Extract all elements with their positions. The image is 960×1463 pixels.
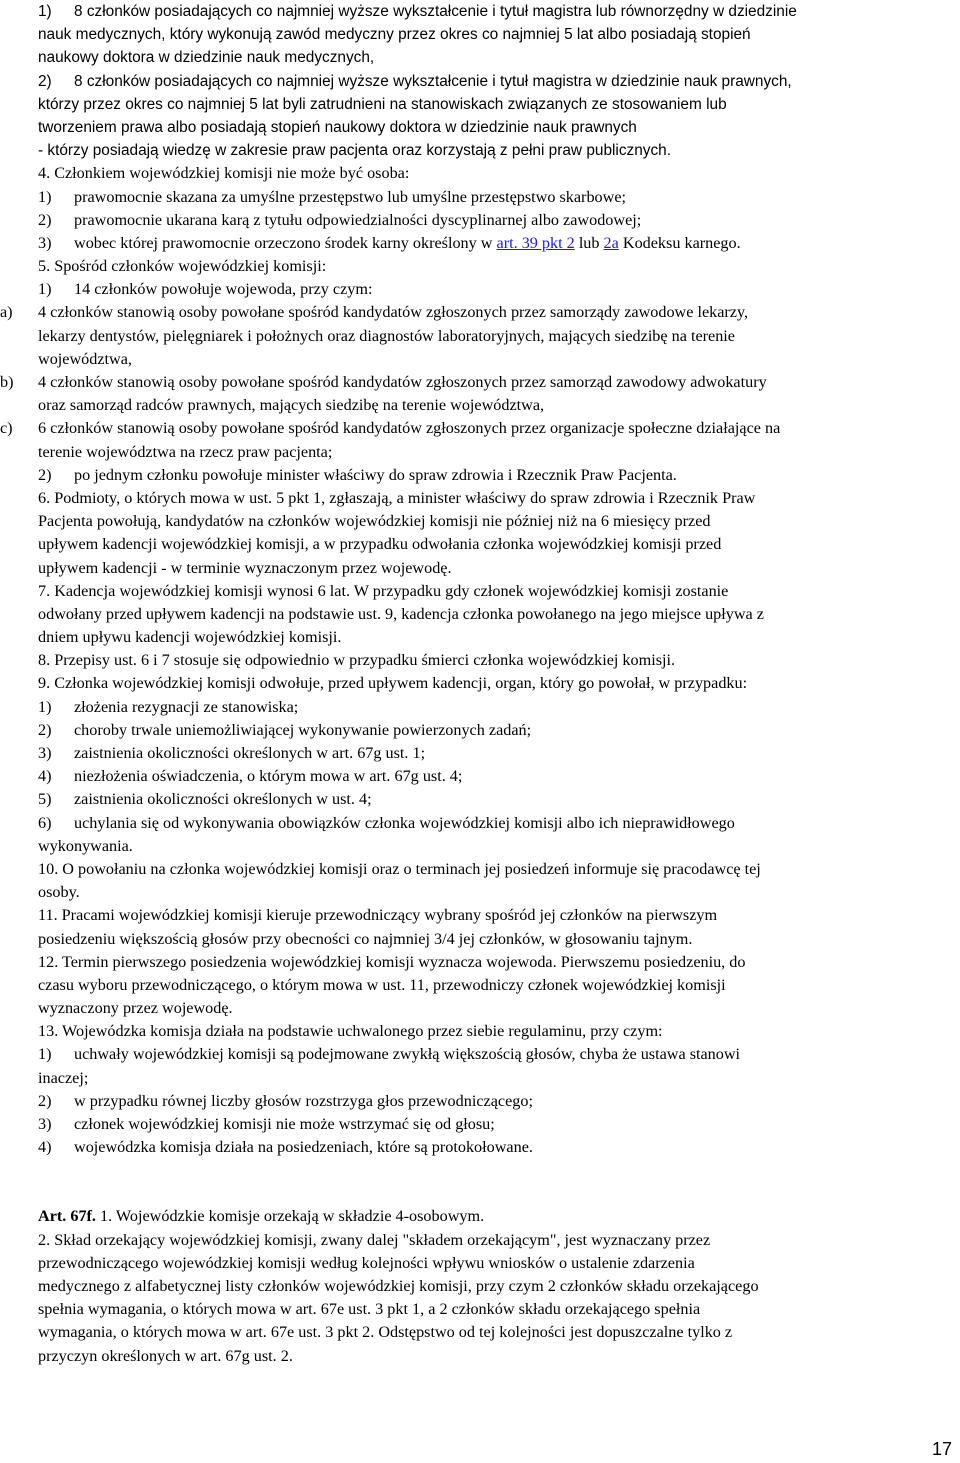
list-number: 1) — [38, 280, 52, 299]
line-text: 6. Podmioty, o których mowa w ust. 5 pkt 1, zgłaszają, a minister właściwy do spraw zdrowia i Rzecznik Praw — [38, 488, 756, 507]
text-line — [0, 46, 960, 69]
page-number: 17 — [931, 1438, 952, 1459]
text-line — [0, 1067, 960, 1090]
list-number: 4) — [38, 767, 52, 786]
list-number: 3) — [38, 1115, 52, 1133]
text-line — [0, 139, 960, 162]
line-text: Kodeksu karnego. — [622, 233, 741, 252]
text-line — [0, 93, 960, 116]
line-text: 4. Członkiem wojewódzkiej komisji nie może być osoba: — [38, 164, 410, 183]
list-number: 3) — [38, 744, 52, 762]
line-text: terenie województwa na rzecz praw pacjenta; — [38, 442, 333, 461]
line-text: posiedzeniu większością głosów przy obecności co najmniej 3/4 jej członków, w głosowaniu tajnym. — [38, 929, 693, 948]
text-line — [0, 186, 960, 209]
line-text: 8. Przepisy ust. 6 i 7 stosuje się odpowiednio w przypadku śmierci członka wojewódzkiej komisji. — [38, 651, 676, 670]
text-line: spełnia wymagania, o których mowa w art. 67e ust. 3 pkt 1, a 2 członków składu orzekającego spełnia — [38, 1300, 701, 1319]
text-line — [0, 70, 960, 93]
list-number: 1) — [38, 1045, 52, 1064]
line-text: 6 członków stanowią osoby powołane spośród kandydatów zgłoszonych przez organizacje społeczne działające na — [38, 419, 781, 438]
line-text: upływem kadencji wojewódzkiej komisji, a w przypadku odwołania członka wojewódzkiej komisji przed — [38, 535, 722, 554]
line-text: złożenia rezygnacji ze stanowiska; — [74, 697, 299, 716]
line-text: osoby. — [38, 883, 80, 902]
line-text: - którzy posiadają wiedzę w zakresie praw pacjenta oraz korzystają z pełni praw publicznych. — [38, 142, 672, 160]
list-number: 2) — [38, 72, 52, 90]
line-text: wyznaczony przez wojewodę. — [38, 999, 233, 1018]
text-line — [0, 301, 960, 324]
line-text: województwa, — [38, 349, 132, 368]
line-text: w przypadku równej liczby głosów rozstrzyga głos przewodniczącego; — [74, 1091, 533, 1110]
text-line — [0, 626, 960, 649]
line-text: lekarzy dentystów, pielęgniarek i położnych oraz diagnostów laboratoryjnych, mających siedzibę na terenie — [38, 326, 735, 345]
text-line: 2. Skład orzekający wojewódzkiej komisji, zwany dalej "składem orzekającym", jest wyznaczany przez — [38, 1230, 711, 1249]
line-text: 8 członków posiadających co najmniej wyższe wykształcenie i tytuł magistra w dziedzinie nauk prawnych, — [74, 72, 792, 90]
list-number: 1) — [38, 187, 52, 206]
text-line — [0, 255, 960, 278]
line-text: upływem kadencji - w terminie wyznaczonym przez wojewodę. — [38, 558, 452, 577]
text-line — [0, 904, 960, 927]
line-text: niezłożenia oświadczenia, o którym mowa w art. 67g ust. 4; — [74, 767, 463, 786]
text-line — [0, 394, 960, 417]
line-text: 4 członków stanowią osoby powołane spośród kandydatów zgłoszonych przez samorządy zawodowe lekarzy, — [38, 303, 749, 322]
text-line: wymagania, o których mowa w art. 67e ust. 3 pkt 2. Odstępstwo od tej kolejności jest dopuszczalne tylko z — [38, 1323, 733, 1342]
line-text: odwołany przed upływem kadencji na podstawie ust. 9, kadencja członka powołanego na jego miejsce upływa z — [38, 604, 764, 623]
line-text: po jednym członku powołuje minister właściwy do spraw zdrowia i Rzecznik Praw Pacjenta. — [74, 465, 677, 484]
text-line — [0, 603, 960, 626]
list-number: 3) — [38, 233, 52, 252]
line-text: 5. Spośród członków wojewódzkiej komisji: — [38, 257, 327, 276]
line-text: zaistnienia okoliczności określonych w art. 67g ust. 1; — [74, 744, 426, 762]
text-line — [0, 928, 960, 951]
line-text: wykonywania. — [38, 836, 133, 855]
list-number: 4) — [38, 1138, 52, 1157]
text-line — [0, 232, 960, 255]
list-number: 2) — [38, 465, 52, 484]
line-text: uchylania się od wykonywania obowiązków członka wojewódzkiej komisji albo ich nieprawidłowego — [74, 813, 735, 832]
text-line — [0, 997, 960, 1020]
line-text: lub — [578, 233, 600, 252]
text-line — [0, 1113, 960, 1136]
text-line — [0, 742, 960, 765]
list-letter: c) — [0, 419, 13, 438]
line-text: nauk medycznych, który wykonują zawód medyczny przez okres co najmniej 5 lat albo posiadają stopień — [38, 26, 751, 44]
spacer — [0, 1159, 960, 1205]
article-paragraph: 1. Wojewódzkie komisje orzekają w składzie 4-osobowym. — [100, 1207, 485, 1226]
list-letter: a) — [0, 303, 13, 322]
text-line — [0, 835, 960, 858]
line-text: prawomocnie skazana za umyślne przestępstwo lub umyślne przestępstwo skarbowe; — [74, 187, 627, 206]
text-line: przewodniczącego wojewódzkiej komisji według kolejności wpływu wniosków o ustalenie zdarzenia — [38, 1253, 695, 1272]
text-line — [0, 371, 960, 394]
text-line — [0, 510, 960, 533]
text-line — [0, 487, 960, 510]
line-text: czasu wyboru przewodniczącego, o którym mowa w ust. 11, przewodniczy członek wojewódzkiej komisji — [38, 975, 726, 994]
line-text: choroby trwale uniemożliwiającej wykonywanie powierzonych zadań; — [74, 720, 532, 739]
text-line — [0, 441, 960, 464]
text-line — [0, 23, 960, 46]
text-line — [0, 881, 960, 904]
text-line — [0, 0, 960, 23]
text-line — [0, 1020, 960, 1043]
list-number: 2) — [38, 1091, 52, 1110]
text-line: medycznego z alfabetycznej listy członków wojewódzkiej komisji, przy czym 2 członków składu orzekającego — [38, 1276, 759, 1295]
text-line — [0, 1043, 960, 1066]
line-text: 14 członków powołuje wojewoda, przy czym: — [74, 280, 373, 299]
text-line — [0, 858, 960, 881]
text-line — [0, 719, 960, 742]
line-text: członek wojewódzkiej komisji nie może wstrzymać się od głosu; — [74, 1115, 495, 1133]
text-line — [0, 951, 960, 974]
line-text: 7. Kadencja wojewódzkiej komisji wynosi 6 lat. W przypadku gdy członek wojewódzkiej komisji zostanie — [38, 581, 729, 600]
list-number: 5) — [38, 790, 52, 809]
list-letter: b) — [0, 373, 14, 391]
text-line — [0, 533, 960, 556]
line-text: Pacjenta powołują, kandydatów na członków wojewódzkiej komisji nie później niż na 6 miesięcy przed — [38, 512, 711, 531]
line-text: 12. Termin pierwszego posiedzenia wojewódzkiej komisji wyznacza wojewoda. Pierwszemu posiedzeniu, do — [38, 952, 746, 971]
line-text: uchwały wojewódzkiej komisji są podejmowane zwykłą większością głosów, chyba że ustawa stanowi — [74, 1045, 741, 1064]
line-text: wojewódzka komisja działa na posiedzeniach, które są protokołowane. — [74, 1138, 533, 1157]
line-text: tworzeniem prawa albo posiadają stopień naukowy doktora w dziedzinie nauk prawnych — [38, 118, 637, 136]
text-line — [0, 580, 960, 603]
list-number: 2) — [38, 210, 52, 229]
line-text: 9. Członka wojewódzkiej komisji odwołuje, przed upływem kadencji, organ, który go powołał, w przypadku: — [38, 674, 748, 693]
text-line — [0, 974, 960, 997]
line-text: inaczej; — [38, 1068, 89, 1087]
list-number: 2) — [38, 720, 52, 739]
article-link[interactable]: art. 39 pkt 2 — [496, 233, 575, 252]
list-number: 6) — [38, 813, 52, 832]
text-line — [0, 417, 960, 440]
article-67f-paragraph-2 — [0, 1229, 960, 1368]
line-text: 8 członków posiadających co najmniej wyższe wykształcenie i tytuł magistra lub równorzędny w dziedzinie — [74, 3, 797, 20]
text-line — [0, 464, 960, 487]
line-text: prawomocnie ukarana karą z tytułu odpowiedzialności dyscyplinarnej albo zawodowej; — [74, 210, 642, 229]
line-text: 4 członków stanowią osoby powołane spośród kandydatów zgłoszonych przez samorząd zawodowy adwokatury — [38, 373, 767, 391]
line-text: zaistnienia okoliczności określonych w ust. 4; — [74, 790, 372, 809]
text-line — [0, 278, 960, 301]
text-line: przyczyn określonych w art. 67g ust. 2. — [38, 1346, 293, 1365]
text-line — [0, 788, 960, 811]
line-text: 13. Wojewódzka komisja działa na podstawie uchwalonego przez siebie regulaminu, przy czym: — [38, 1022, 663, 1041]
line-text: którzy przez okres co najmniej 5 lat byli zatrudnieni na stanowiskach związanych ze stosowaniem lub — [38, 95, 727, 113]
text-line — [0, 162, 960, 185]
text-line — [0, 557, 960, 580]
text-line — [0, 348, 960, 371]
text-line — [0, 649, 960, 672]
text-line — [0, 812, 960, 835]
text-line — [0, 1090, 960, 1113]
article-heading: Art. 67f. — [38, 1207, 96, 1226]
text-line — [0, 209, 960, 232]
line-text: naukowy doktora w dziedzinie nauk medycznych, — [38, 49, 375, 67]
text-line — [0, 672, 960, 695]
article-67f-first-line — [0, 1205, 960, 1228]
line-text: 10. O powołaniu na członka wojewódzkiej komisji oraz o terminach jej posiedzeń informuje się pracodawcę tej — [38, 859, 761, 878]
text-line — [0, 325, 960, 348]
text-line — [0, 765, 960, 788]
line-text: oraz samorząd radców prawnych, mających siedzibę na terenie województwa, — [38, 396, 545, 415]
article-link[interactable]: 2a — [603, 233, 619, 252]
list-number: 1) — [38, 3, 52, 20]
text-line — [0, 116, 960, 139]
line-text: wobec której prawomocnie orzeczono środek karny określony w — [74, 233, 493, 252]
article-67f — [0, 1205, 960, 1367]
text-line — [0, 696, 960, 719]
list-number: 1) — [38, 697, 52, 716]
line-text: dniem upływu kadencji wojewódzkiej komisji. — [38, 628, 342, 647]
text-line — [0, 1136, 960, 1159]
line-text: 11. Pracami wojewódzkiej komisji kieruje przewodniczący wybrany spośród jej członków na pierwszym — [38, 906, 718, 925]
